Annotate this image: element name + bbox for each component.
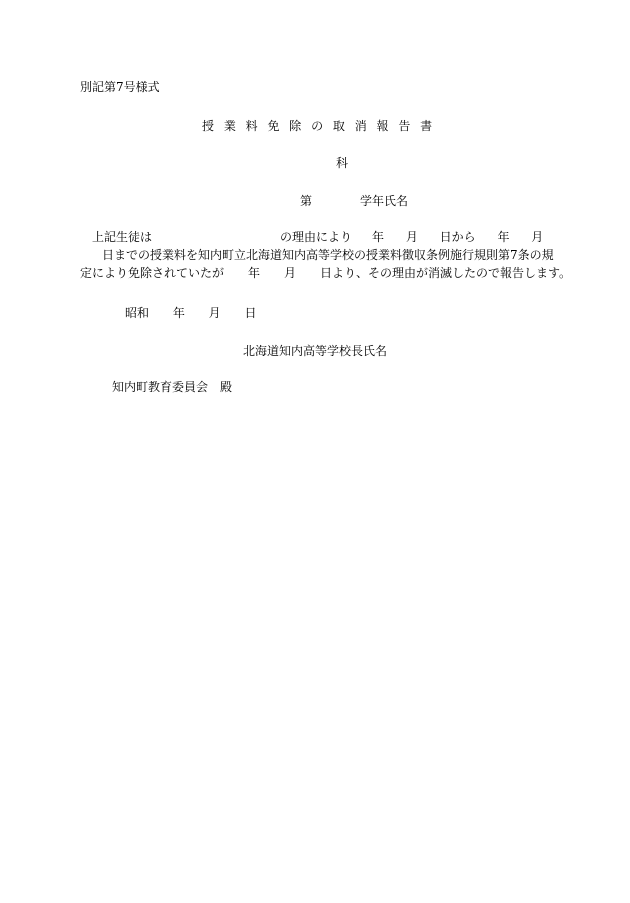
date-line: 昭和 年 月 日	[125, 306, 257, 320]
grade-name-label: 学年氏名	[360, 194, 409, 208]
body-line-1-start: 上記生徒は	[92, 230, 153, 244]
body-line-3: 定により免除されていたが 年 月 日より、その理由が消滅したので報告します。	[80, 266, 572, 280]
addressee: 知内町教育委員会 殿	[112, 380, 233, 394]
document-title: 授 業 料 免 除 の 取 消 報 告 書	[202, 119, 435, 133]
form-number: 別記第7号様式	[80, 80, 160, 94]
principal-signature: 北海道知内高等学校長氏名	[243, 344, 388, 358]
grade-prefix: 第	[300, 194, 313, 208]
body-line-2: 日までの授業料を知内町立北海道知内高等学校の授業料徴収条例施行規則第7条の規	[102, 248, 554, 262]
body-line-1-dates: 年 月 日から 年 月	[372, 230, 544, 244]
subject-label: 科	[336, 156, 349, 170]
body-line-1-reason: の理由により	[280, 230, 353, 244]
